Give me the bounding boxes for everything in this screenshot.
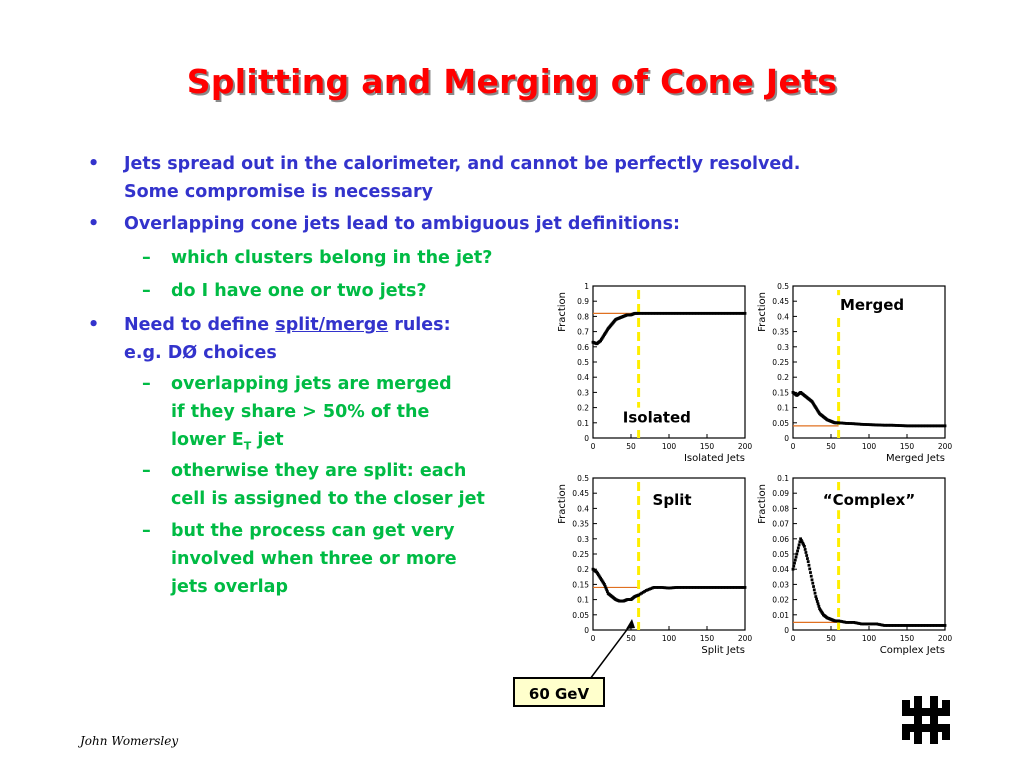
y-tick-label: 0.07 <box>772 519 789 529</box>
plot-merged <box>748 280 958 470</box>
bullet-1-line2: Some compromise is necessary <box>124 182 434 202</box>
y-tick-label: 0.05 <box>772 550 789 559</box>
data-point <box>810 575 813 578</box>
y-tick-label: 0.02 <box>772 595 789 605</box>
y-tick-label: 0.09 <box>772 489 789 499</box>
data-point <box>815 598 818 601</box>
y-tick-label: 0.9 <box>577 297 589 307</box>
data-point <box>804 548 807 551</box>
y-tick-label: 0.1 <box>777 474 789 483</box>
bullet-dot: • <box>88 154 100 174</box>
y-tick-label: 0.35 <box>572 519 589 529</box>
y-tick-label: 0.5 <box>577 358 589 367</box>
bullet-dot: • <box>88 214 100 234</box>
x-tick-label: 200 <box>937 634 953 643</box>
y-tick-label: 0 <box>584 626 589 635</box>
panel-label: Split <box>652 491 692 510</box>
x-tick-label: 50 <box>626 634 636 643</box>
y-tick-label: 0.15 <box>572 580 589 590</box>
y-axis-label: Fraction <box>757 292 768 332</box>
y-tick-label: 0.2 <box>577 565 589 575</box>
fermilab-logo-icon <box>900 694 952 746</box>
data-point <box>792 568 795 571</box>
footer-author: John Womersley <box>80 734 179 748</box>
y-axis-label: Fraction <box>757 484 768 524</box>
y-tick-label: 0.25 <box>572 550 589 559</box>
x-tick-label: 100 <box>661 442 677 451</box>
x-tick-label: 150 <box>899 442 915 451</box>
data-point <box>795 553 798 556</box>
data-point <box>811 578 814 581</box>
subbullet-1 <box>142 244 493 272</box>
plot-isolated <box>548 280 758 470</box>
data-point <box>744 312 747 315</box>
x-tick-label: 50 <box>626 442 636 451</box>
panel-label: Isolated <box>622 408 691 427</box>
data-point <box>811 582 814 585</box>
y-tick-label: 0.2 <box>777 373 789 383</box>
subbullet-dash: – <box>142 521 151 541</box>
subbullet-dash: – <box>142 461 151 481</box>
x-tick-label: 100 <box>661 634 677 643</box>
subbullet-4-line1: otherwise they are split: each <box>171 461 467 481</box>
y-tick-label: 0.05 <box>772 418 789 428</box>
data-point <box>814 595 817 598</box>
y-axis-label: Fraction <box>557 484 568 524</box>
data-point <box>792 565 795 568</box>
y-tick-label: 0.2 <box>577 403 589 413</box>
x-tick-label: 50 <box>826 442 836 451</box>
plot-complex <box>748 472 958 664</box>
subbullet-3 <box>142 370 452 461</box>
data-point <box>808 567 811 570</box>
subbullet-2-line1: do I have one or two jets? <box>171 281 427 301</box>
subbullet-1-line1: which clusters belong in the jet? <box>171 248 493 268</box>
bullet-3-pre: Need to define <box>124 315 276 335</box>
x-tick-label: 50 <box>826 634 836 643</box>
subbullet-3-sub: T <box>243 439 252 453</box>
callout-arrow <box>580 615 640 685</box>
slide-title: Splitting and Merging of Cone Jets <box>186 62 838 101</box>
data-point <box>805 554 808 557</box>
subbullet-4-line2: cell is assigned to the closer jet <box>171 489 485 509</box>
subbullet-dash: – <box>142 374 151 394</box>
x-axis-label: Split Jets <box>701 645 745 656</box>
data-point <box>803 545 806 548</box>
data-point <box>814 592 817 595</box>
x-tick-label: 0 <box>790 442 796 451</box>
x-tick-label: 100 <box>861 634 877 643</box>
data-point <box>817 605 820 608</box>
y-tick-label: 0.3 <box>577 388 589 398</box>
data-point <box>944 424 947 427</box>
y-tick-label: 0.1 <box>577 418 589 428</box>
y-tick-label: 0.3 <box>777 342 789 352</box>
data-point <box>808 564 811 567</box>
subbullet-4 <box>142 457 485 513</box>
y-tick-label: 0.06 <box>772 534 789 544</box>
bullet-2 <box>88 210 681 238</box>
subbullet-2 <box>142 277 427 305</box>
y-tick-label: 0.7 <box>577 327 589 337</box>
y-tick-label: 0.3 <box>577 534 589 544</box>
x-tick-label: 0 <box>590 442 596 451</box>
data-point <box>796 550 799 553</box>
y-tick-label: 0 <box>784 434 789 443</box>
y-tick-label: 0.5 <box>577 474 589 483</box>
y-tick-label: 0.4 <box>577 373 589 383</box>
bullet-1 <box>88 150 801 206</box>
subbullet-5-line1: but the process can get very <box>171 521 455 541</box>
y-tick-label: 0.8 <box>577 312 589 322</box>
y-tick-label: 0.4 <box>777 312 789 322</box>
subbullet-3-line2: if they share > 50% of the <box>171 402 430 422</box>
y-tick-label: 0.5 <box>777 282 789 291</box>
x-tick-label: 200 <box>737 442 753 451</box>
subbullet-5 <box>142 517 457 601</box>
bullet-3-line1 <box>124 311 451 339</box>
y-axis-label: Fraction <box>557 292 568 332</box>
data-point <box>816 600 819 603</box>
data-point <box>793 562 796 565</box>
y-tick-label: 0.1 <box>577 595 589 605</box>
data-point <box>794 559 797 562</box>
y-tick-label: 0.45 <box>772 297 789 307</box>
bullet-2-line1: Overlapping cone jets lead to ambiguous jet definitions: <box>124 214 681 234</box>
y-tick-label: 0.1 <box>777 403 789 413</box>
y-tick-label: 0.04 <box>772 565 789 575</box>
subbullet-5-line2: involved when three or more <box>171 549 457 569</box>
data-point <box>797 547 800 550</box>
x-tick-label: 100 <box>861 442 877 451</box>
y-tick-label: 0.35 <box>772 327 789 337</box>
data-point <box>744 586 747 589</box>
data-point <box>805 551 808 554</box>
data-point <box>806 557 809 560</box>
x-axis-label: Complex Jets <box>879 645 945 656</box>
x-tick-label: 0 <box>790 634 796 643</box>
x-axis-label: Isolated Jets <box>683 453 745 464</box>
x-axis-label: Merged Jets <box>886 453 945 464</box>
y-tick-label: 0.6 <box>577 342 589 352</box>
panel-label: “Complex” <box>822 491 916 510</box>
x-tick-label: 200 <box>937 442 953 451</box>
data-point <box>807 560 810 563</box>
bullet-1-line1: Jets spread out in the calorimeter, and cannot be perfectly resolved. <box>124 154 801 174</box>
split-merge-link[interactable]: split/merge <box>275 315 389 335</box>
y-tick-label: 0 <box>584 434 589 443</box>
y-tick-label: 0.01 <box>772 610 789 620</box>
data-point <box>944 624 947 627</box>
y-tick-label: 0.05 <box>572 610 589 620</box>
y-tick-label: 0.25 <box>772 358 789 367</box>
data-point <box>795 556 798 559</box>
subbullet-dash: – <box>142 248 151 268</box>
callout-60gev: 60 GeV <box>513 677 605 707</box>
subbullet-3-line1: overlapping jets are merged <box>171 374 452 394</box>
x-tick-label: 150 <box>699 634 715 643</box>
x-tick-label: 0 <box>590 634 596 643</box>
subbullet-3-line3 <box>171 426 452 461</box>
x-tick-label: 150 <box>699 442 715 451</box>
bullet-3-line2: e.g. DØ choices <box>124 343 277 363</box>
data-point <box>809 571 812 574</box>
data-point <box>813 588 816 591</box>
x-tick-label: 200 <box>737 634 753 643</box>
subbullet-dash: – <box>142 281 151 301</box>
subbullet-3-post: jet <box>251 430 284 450</box>
y-tick-label: 0 <box>784 626 789 635</box>
x-tick-label: 150 <box>899 634 915 643</box>
data-point <box>817 602 820 605</box>
y-tick-label: 0.15 <box>772 388 789 398</box>
y-tick-label: 0.45 <box>572 489 589 499</box>
y-tick-label: 1 <box>584 282 589 291</box>
y-tick-label: 0.4 <box>577 504 589 514</box>
y-tick-label: 0.03 <box>772 580 789 590</box>
subbullet-3-pre: lower E <box>171 430 244 450</box>
y-tick-label: 0.08 <box>772 504 789 514</box>
bullet-3-post: rules: <box>388 315 451 335</box>
data-point <box>798 543 801 546</box>
data-point <box>812 585 815 588</box>
subbullet-5-line3: jets overlap <box>171 577 289 597</box>
panel-label: Merged <box>839 296 905 315</box>
bullet-dot: • <box>88 315 100 335</box>
bullet-3 <box>88 311 451 367</box>
